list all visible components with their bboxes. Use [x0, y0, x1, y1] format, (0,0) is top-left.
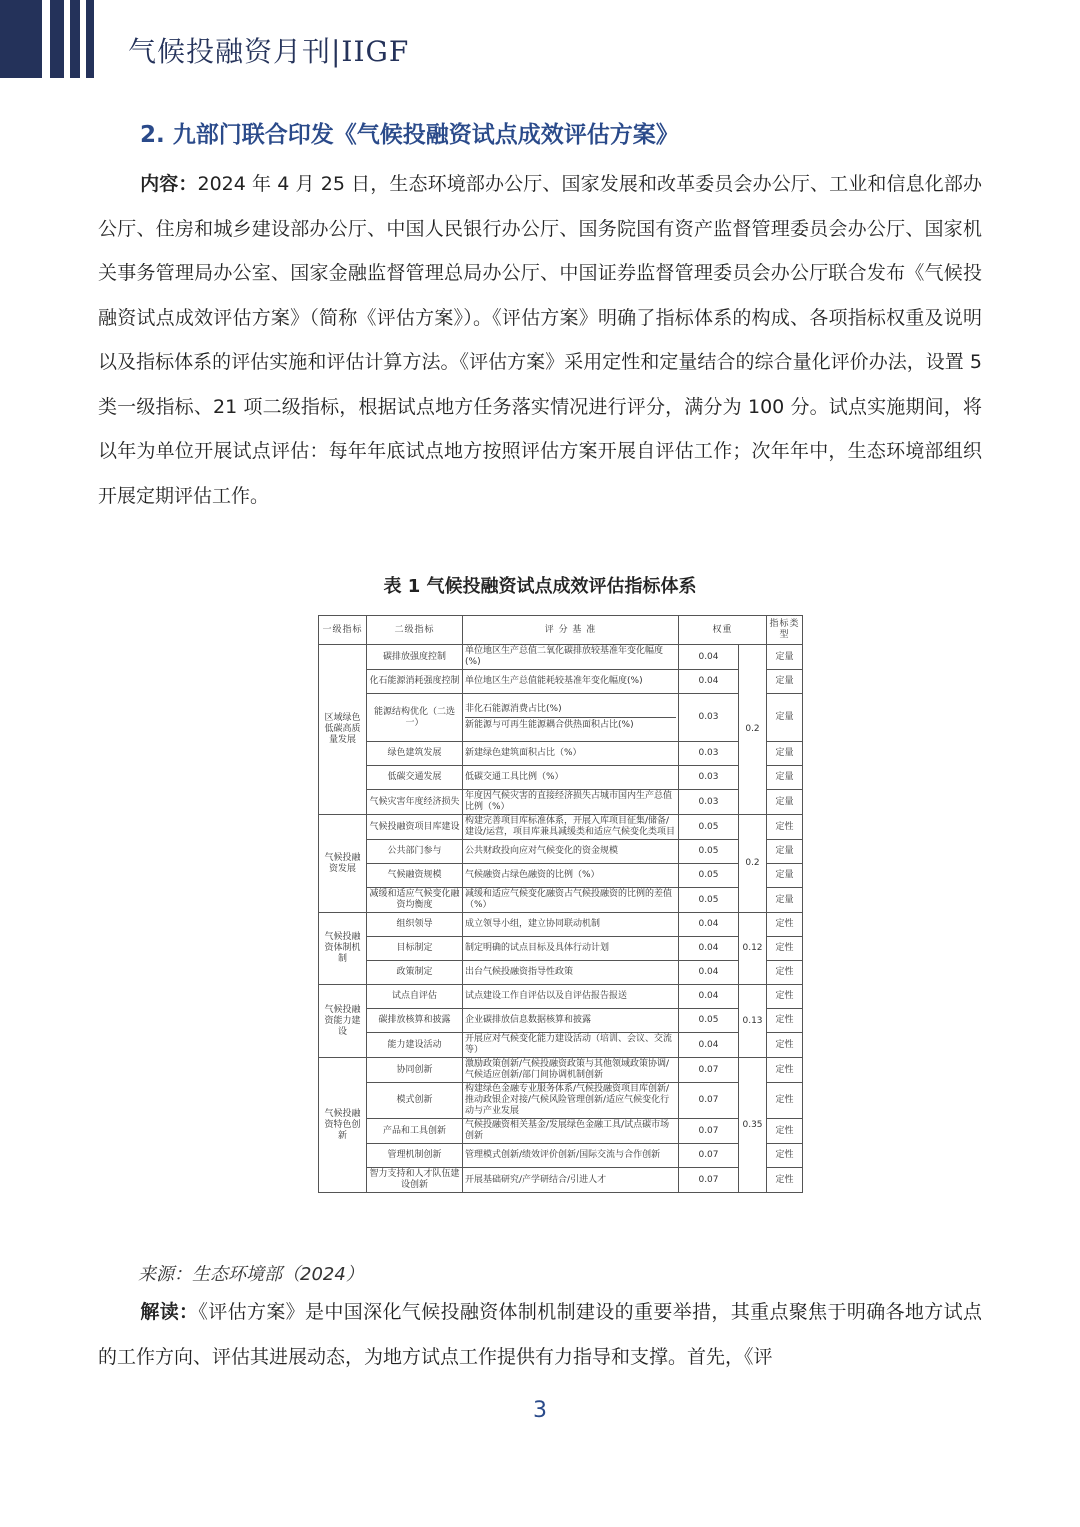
header-criteria: 评 分 基 准: [463, 616, 679, 645]
criteria-cell: [463, 864, 679, 888]
header-level2: 二级指标: [367, 616, 463, 645]
table-row: [319, 815, 803, 840]
criteria-cell: [463, 1009, 679, 1033]
level2-cell: 试点自评估: [367, 985, 463, 1009]
level2-cell: 气候灾害年度经济损失: [367, 790, 463, 815]
level1-cell: 区域绿色低碳高质量发展: [319, 645, 367, 815]
criteria-text: 成立领导小组，建立协同联动机制: [465, 919, 601, 929]
level2-cell: 气候融资规模: [367, 864, 463, 888]
table-row: [319, 985, 803, 1009]
table-row: [319, 766, 803, 790]
level2-cell: 管理机制创新: [367, 1144, 463, 1168]
weight-cell: 0.04: [679, 645, 739, 670]
level1-cell: 气候投融资发展: [319, 815, 367, 913]
criteria-cell: [463, 815, 679, 840]
table-row: [319, 1119, 803, 1144]
level1-cell: 气候投融资体制机制: [319, 913, 367, 985]
criteria-text: 激励政策创新/气候投融资政策与其他领域政策协调/气候适应创新/部门间协调机制创新: [465, 1059, 670, 1080]
level2-cell: 能力建设活动: [367, 1033, 463, 1058]
type-cell: 定量: [767, 645, 803, 670]
weight-cell: 0.04: [679, 961, 739, 985]
criteria-cell: [463, 1168, 679, 1193]
table-row: [319, 694, 803, 742]
weight-cell: 0.04: [679, 670, 739, 694]
criteria-text: 构建完善项目库标准体系，开展入库项目征集/储备/建设/运营，项目库兼具减缓类和适应气候变化类项目: [465, 816, 676, 837]
criteria-text: 减缓和适应气候变化融资占气候投融资的比例的差值（%）: [465, 889, 673, 910]
weight-cell: 0.05: [679, 888, 739, 913]
level2-cell: 智力支持和人才队伍建设创新: [367, 1168, 463, 1193]
criteria-text: 单位地区生产总值二氧化碳排放较基准年变化幅度(%): [465, 646, 664, 667]
table-row: [319, 1009, 803, 1033]
level2-cell: 碳排放核算和披露: [367, 1009, 463, 1033]
table-row: [319, 937, 803, 961]
type-cell: 定性: [767, 1144, 803, 1168]
criteria-cell: [463, 961, 679, 985]
level2-cell: 气候投融资项目库建设: [367, 815, 463, 840]
weight-cell: 0.05: [679, 840, 739, 864]
level2-cell: 低碳交通发展: [367, 766, 463, 790]
criteria-text: 非化石能源消费占比(%): [465, 704, 562, 714]
interpretation-paragraph: [98, 1290, 982, 1379]
criteria-cell: [463, 742, 679, 766]
criteria-text: 气候投融资相关基金/发展绿色金融工具/试点碳市场创新: [465, 1120, 670, 1141]
weight-cell: 0.07: [679, 1083, 739, 1119]
type-cell: 定性: [767, 1168, 803, 1193]
type-cell: 定量: [767, 864, 803, 888]
content-paragraph: [98, 162, 982, 518]
group-weight-cell: 0.35: [739, 1058, 767, 1193]
level2-cell: 目标制定: [367, 937, 463, 961]
level1-cell: 气候投融资能力建设: [319, 985, 367, 1058]
criteria-text: 出台气候投融资指导性政策: [465, 967, 574, 977]
table-row: [319, 670, 803, 694]
type-cell: 定量: [767, 742, 803, 766]
criteria-text: 年度因气候灾害的直接经济损失占城市国内生产总值比例（%）: [465, 791, 673, 812]
criteria-cell: [463, 645, 679, 670]
group-weight-cell: 0.12: [739, 913, 767, 985]
source-note: 来源：生态环境部（2024）: [138, 1264, 364, 1285]
table-row: [319, 790, 803, 815]
criteria-cell: [463, 766, 679, 790]
weight-cell: 0.03: [679, 766, 739, 790]
criteria-cell: [463, 937, 679, 961]
criteria-cell: [463, 1058, 679, 1083]
table-row: [319, 913, 803, 937]
criteria-cell: [463, 888, 679, 913]
criteria-text: 制定明确的试点目标及具体行动计划: [465, 943, 610, 953]
type-cell: 定性: [767, 985, 803, 1009]
table-row: [319, 1033, 803, 1058]
content-text: 2024 年 4 月 25 日，生态环境部办公厅、国家发展和改革委员会办公厅、工业和信息化部办公厅、住房和城乡建设部办公厅、中国人民银行办公厅、国务院国有资产监督管理委员会办公厅、国家机关事务管理局办公室、国家金融监督管理总局办公厅、中国证券监督管理委员会办公厅联合发布《气候投融资试点成效评估方案》（简称《评估方案》）。《评估方案》明确了指标体系的构成、各项指标权重及说明以及指标体系的评估实施和评估计算方法。《评估方案》采用定性和定量结合的综合量化评价办法，设置 5 类一级指标、21 项二级指标，根据试点地方任务落实情况进行评分，满分为 100 分。试点实施期间，将以年为单位开展试点评估：每年年底试点地方按照评估方案开展自评估工作；次年年中，生态环境部组织开展定期评估工作。: [98, 173, 982, 507]
weight-cell: 0.03: [679, 790, 739, 815]
type-cell: 定量: [767, 670, 803, 694]
type-cell: 定性: [767, 1058, 803, 1083]
table-row: [319, 1058, 803, 1083]
table-row: [319, 1083, 803, 1119]
group-weight-cell: 0.13: [739, 985, 767, 1058]
weight-cell: 0.04: [679, 1033, 739, 1058]
criteria-cell: [463, 985, 679, 1009]
group-weight-cell: 0.2: [739, 815, 767, 913]
content-lead: 内容：: [140, 173, 198, 195]
type-cell: 定量: [767, 888, 803, 913]
table-row: [319, 645, 803, 670]
criteria-cell: [463, 913, 679, 937]
level2-cell: 组织领导: [367, 913, 463, 937]
header-level1: 一级指标: [319, 616, 367, 645]
level2-cell: 化石能源消耗强度控制: [367, 670, 463, 694]
criteria-text: 管理模式创新/绩效评价创新/国际交流与合作创新: [465, 1150, 661, 1160]
weight-cell: 0.04: [679, 937, 739, 961]
level2-cell: 协同创新: [367, 1058, 463, 1083]
level2-cell: 绿色建筑发展: [367, 742, 463, 766]
level2-cell: 公共部门参与: [367, 840, 463, 864]
level2-cell: 碳排放强度控制: [367, 645, 463, 670]
page-number: 3: [533, 1398, 547, 1423]
criteria-text: 低碳交通工具比例（%）: [465, 772, 564, 782]
criteria-cell: [463, 1119, 679, 1144]
table-row: [319, 1168, 803, 1193]
criteria-cell: [463, 790, 679, 815]
criteria-text: 公共财政投向应对气候变化的资金规模: [465, 846, 619, 856]
interpretation-text: 《评估方案》是中国深化气候投融资体制机制建设的重要举措，其重点聚焦于明确各地方试点的工作方向、评估其进展动态，为地方试点工作提供有力指导和支撑。首先，《评: [98, 1301, 982, 1368]
weight-cell: 0.04: [679, 913, 739, 937]
level2-cell: 减缓和适应气候变化融资均衡度: [367, 888, 463, 913]
criteria-text: 开展应对气候变化能力建设活动（培训、会议、交流等）: [465, 1034, 673, 1055]
criteria-text: 单位地区生产总值能耗较基准年变化幅度(%): [465, 676, 643, 686]
indicator-table: [318, 615, 803, 1193]
table-header-row: [319, 616, 803, 645]
weight-cell: 0.07: [679, 1058, 739, 1083]
type-cell: 定量: [767, 790, 803, 815]
criteria-cell: [463, 1033, 679, 1058]
criteria-cell: [463, 840, 679, 864]
type-cell: 定性: [767, 1119, 803, 1144]
table-row: [319, 840, 803, 864]
weight-cell: 0.05: [679, 815, 739, 840]
weight-cell: 0.07: [679, 1119, 739, 1144]
level1-cell: 气候投融资特色创新: [319, 1058, 367, 1193]
page-header: [0, 0, 1080, 90]
criteria-text: 新建绿色建筑面积占比（%）: [465, 748, 582, 758]
weight-cell: 0.07: [679, 1144, 739, 1168]
criteria-cell: [463, 670, 679, 694]
type-cell: 定性: [767, 815, 803, 840]
table-row: [319, 961, 803, 985]
criteria-text: 试点建设工作自评估以及自评估报告报送: [465, 991, 628, 1001]
criteria-text: 开展基础研究/产学研结合/引进人才: [465, 1174, 607, 1185]
table-caption: 表 1 气候投融资试点成效评估指标体系: [383, 576, 697, 597]
header-bars-logo: [0, 0, 100, 78]
criteria-text-alt: 新能源与可再生能源耦合供热面积占比(%): [465, 717, 676, 731]
type-cell: 定性: [767, 1083, 803, 1119]
weight-cell: 0.07: [679, 1168, 739, 1193]
type-cell: 定性: [767, 1009, 803, 1033]
weight-cell: 0.03: [679, 694, 739, 742]
weight-cell: 0.03: [679, 742, 739, 766]
table-row: [319, 864, 803, 888]
level2-cell: 模式创新: [367, 1083, 463, 1119]
weight-cell: 0.04: [679, 985, 739, 1009]
table-row: [319, 742, 803, 766]
type-cell: 定性: [767, 961, 803, 985]
type-cell: 定量: [767, 840, 803, 864]
header-weight: 权重: [679, 616, 767, 645]
table-row: [319, 888, 803, 913]
criteria-text: 企业碳排放信息数据核算和披露: [465, 1015, 592, 1025]
criteria-cell: [463, 694, 679, 742]
level2-cell: 产品和工具创新: [367, 1119, 463, 1144]
section-title: 2. 九部门联合印发《气候投融资试点成效评估方案》: [140, 122, 679, 148]
level2-cell: 能源结构优化（二选一）: [367, 694, 463, 742]
masthead-title: 气候投融资月刊|IIGF: [128, 35, 410, 68]
type-cell: 定性: [767, 937, 803, 961]
header-type: 指标类型: [767, 616, 803, 645]
criteria-text: 构建绿色金融专业服务体系/气候投融资项目库创新/推动政银企对接/气候风险管理创新/适应气候变化行动与产业发展: [465, 1084, 670, 1116]
interpretation-lead: 解读：: [140, 1301, 199, 1323]
level2-cell: 政策制定: [367, 961, 463, 985]
type-cell: 定量: [767, 766, 803, 790]
type-cell: 定量: [767, 694, 803, 742]
criteria-cell: [463, 1083, 679, 1119]
criteria-text: 气候融资占绿色融资的比例（%）: [465, 870, 600, 880]
type-cell: 定性: [767, 913, 803, 937]
type-cell: 定性: [767, 1033, 803, 1058]
weight-cell: 0.05: [679, 1009, 739, 1033]
group-weight-cell: 0.2: [739, 645, 767, 815]
weight-cell: 0.05: [679, 864, 739, 888]
table-row: [319, 1144, 803, 1168]
criteria-cell: [463, 1144, 679, 1168]
